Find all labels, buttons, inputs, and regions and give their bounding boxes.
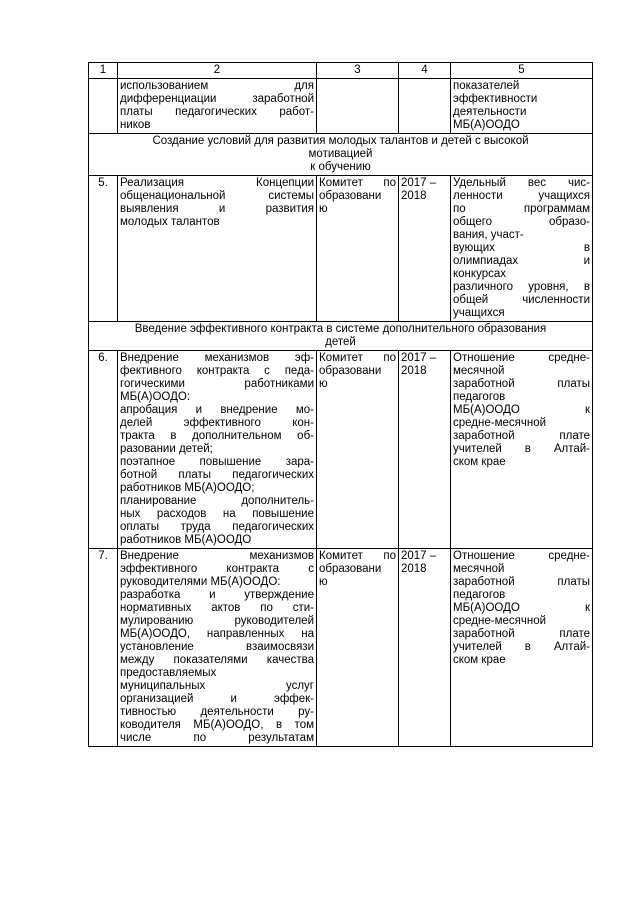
text-line: выявления и развития xyxy=(120,203,314,215)
text-line: 2018 xyxy=(401,190,427,202)
text-line: олимпиадах и xyxy=(453,255,590,267)
header-col-3: 3 xyxy=(317,63,399,79)
row-period xyxy=(399,549,451,747)
text-line: тивностью деятельности ру- xyxy=(120,706,314,718)
cont-responsible xyxy=(317,79,399,134)
section-heading-talents xyxy=(89,134,593,176)
header-col-5: 5 xyxy=(451,63,593,79)
text-line: заработной платы xyxy=(453,378,590,390)
text-line: общенациональной системы xyxy=(120,190,314,202)
text-line: ю xyxy=(319,576,328,588)
row-responsible xyxy=(317,176,399,322)
text-line: Удельный вес чис- xyxy=(453,177,590,189)
text-line: заработной плате xyxy=(453,430,590,442)
text-line: учащихся xyxy=(453,307,505,319)
text-line: учителей в Алтай- xyxy=(453,443,590,455)
row-responsible xyxy=(317,351,399,549)
text-line: нормативных актов по сти- xyxy=(120,602,314,614)
text-line: дифференциации заработной xyxy=(120,93,314,105)
text-line: мулированию руководителей xyxy=(120,615,314,627)
text-line: образовани xyxy=(319,563,382,575)
text-line: педагогов xyxy=(453,391,506,403)
text-line: между показателями качества xyxy=(120,654,314,666)
text-line: работников МБ(А)ООДО xyxy=(120,534,252,546)
header-col-1: 1 xyxy=(89,63,118,79)
section-heading-contract xyxy=(89,322,593,351)
text-line: МБ(А)ООДО, направленных на xyxy=(120,628,314,640)
text-line: Внедрение механизмов xyxy=(120,550,314,562)
text-line: муниципальных услуг xyxy=(120,680,314,692)
header-col-2: 2 xyxy=(118,63,317,79)
text-line: использованием для xyxy=(120,80,314,92)
text-line: апробация и внедрение мо- xyxy=(120,404,314,416)
table-row xyxy=(89,176,593,322)
text-line: МБ(А)ООДО к xyxy=(453,602,590,614)
text-line: по программам xyxy=(453,203,590,215)
cont-measure xyxy=(118,79,317,134)
row-number: 5. xyxy=(89,176,118,322)
text-line: заработной плате xyxy=(453,628,590,640)
text-line: ю xyxy=(319,203,328,215)
text-line: ю xyxy=(319,378,328,390)
row-number: 7. xyxy=(89,549,118,747)
text-line: МБ(А)ООДО к xyxy=(453,404,590,416)
text-line: ководителя МБ(А)ООДО, в том xyxy=(120,719,314,731)
text-line: вующих в xyxy=(453,242,590,254)
section-row xyxy=(89,322,593,351)
row-responsible xyxy=(317,549,399,747)
continuation-row xyxy=(89,79,593,134)
text-line: показателей xyxy=(453,80,520,92)
row-period xyxy=(399,351,451,549)
text-line: конкурсах xyxy=(453,268,506,280)
text-line: ных расходов на повышение xyxy=(120,508,314,520)
section-line: мотивацией xyxy=(308,148,373,160)
text-line: 2017 – xyxy=(401,550,437,562)
row-indicator xyxy=(451,351,593,549)
section-row xyxy=(89,134,593,176)
row-measure xyxy=(118,176,317,322)
text-line: Комитет по xyxy=(319,352,396,364)
section-line: Введение эффективного контракта в системе дополнительного образования xyxy=(134,323,547,335)
text-line: ленности учащихся xyxy=(453,190,590,202)
text-line: платы педагогических работ- xyxy=(120,106,314,118)
text-line: руководителями МБ(А)ООДО: xyxy=(120,576,281,588)
text-line: Комитет по xyxy=(319,177,396,189)
text-line: учителей в Алтай- xyxy=(453,641,590,653)
text-line: Внедрение механизмов эф- xyxy=(120,352,314,364)
text-line: молодых талантов xyxy=(120,216,220,228)
text-line: разработка и утверждение xyxy=(120,589,314,601)
text-line: 2017 – xyxy=(401,352,437,364)
text-line: установление взаимосвязи xyxy=(120,641,314,653)
text-line: Комитет по xyxy=(319,550,396,562)
text-line: работников МБ(А)ООДО; xyxy=(120,482,255,494)
text-line: числе по результатам xyxy=(120,732,314,744)
text-line: 2018 xyxy=(401,563,427,575)
text-line: общего образо- xyxy=(453,216,590,228)
text-line: средне-месячной xyxy=(453,417,547,429)
text-line: гогическими работниками xyxy=(120,378,314,390)
text-line: оплаты труда педагогических xyxy=(120,521,314,533)
cont-indicator xyxy=(451,79,593,134)
text-line: средне-месячной xyxy=(453,615,547,627)
text-line: фективного контракта с педа- xyxy=(120,365,314,377)
text-line: разовании детей; xyxy=(120,443,213,455)
text-line: ников xyxy=(120,119,151,131)
text-line: вания, участ- xyxy=(453,229,524,241)
text-line: Отношение средне- xyxy=(453,550,590,562)
section-line: к обучению xyxy=(310,161,371,173)
row-indicator xyxy=(451,176,593,322)
text-line: общей численности xyxy=(453,294,590,306)
text-line: тракта в дополнительном об- xyxy=(120,430,314,442)
row-indicator xyxy=(451,549,593,747)
table-row xyxy=(89,549,593,747)
table-row xyxy=(89,351,593,549)
text-line: делей эффективного кон- xyxy=(120,417,314,429)
text-line: поэтапное повышение зара- xyxy=(120,456,314,468)
program-table xyxy=(88,62,593,747)
text-line: Реализация Концепции xyxy=(120,177,314,189)
text-line: месячной xyxy=(453,563,505,575)
row-period xyxy=(399,176,451,322)
text-line: 2018 xyxy=(401,365,427,377)
text-line: ском крае xyxy=(453,654,506,666)
section-line: Создание условий для развития молодых талантов и детей с высокой xyxy=(152,135,529,147)
text-line: эффективности xyxy=(453,93,538,105)
text-line: ском крае xyxy=(453,456,506,468)
text-line: планирование дополнитель- xyxy=(120,495,314,507)
text-line: организацией и эффек- xyxy=(120,693,314,705)
row-number: 6. xyxy=(89,351,118,549)
text-line: заработной платы xyxy=(453,576,590,588)
text-line: эффективного контракта с xyxy=(120,563,314,575)
text-line: различного уровня, в xyxy=(453,281,590,293)
cont-period xyxy=(399,79,451,134)
header-row xyxy=(89,63,593,79)
text-line: образовани xyxy=(319,190,382,202)
header-col-4: 4 xyxy=(399,63,451,79)
section-line: детей xyxy=(325,336,356,348)
text-line: месячной xyxy=(453,365,505,377)
row-measure xyxy=(118,549,317,747)
text-line: предоставляемых xyxy=(120,667,217,679)
cont-num xyxy=(89,79,118,134)
text-line: педагогов xyxy=(453,589,506,601)
row-measure xyxy=(118,351,317,549)
text-line: Отношение средне- xyxy=(453,352,590,364)
text-line: образовани xyxy=(319,365,382,377)
text-line: деятельности xyxy=(453,106,527,118)
text-line: ботной платы педагогических xyxy=(120,469,314,481)
text-line: 2017 – xyxy=(401,177,437,189)
text-line: МБ(А)ООДО xyxy=(453,119,520,131)
text-line: МБ(А)ООДО: xyxy=(120,391,191,403)
